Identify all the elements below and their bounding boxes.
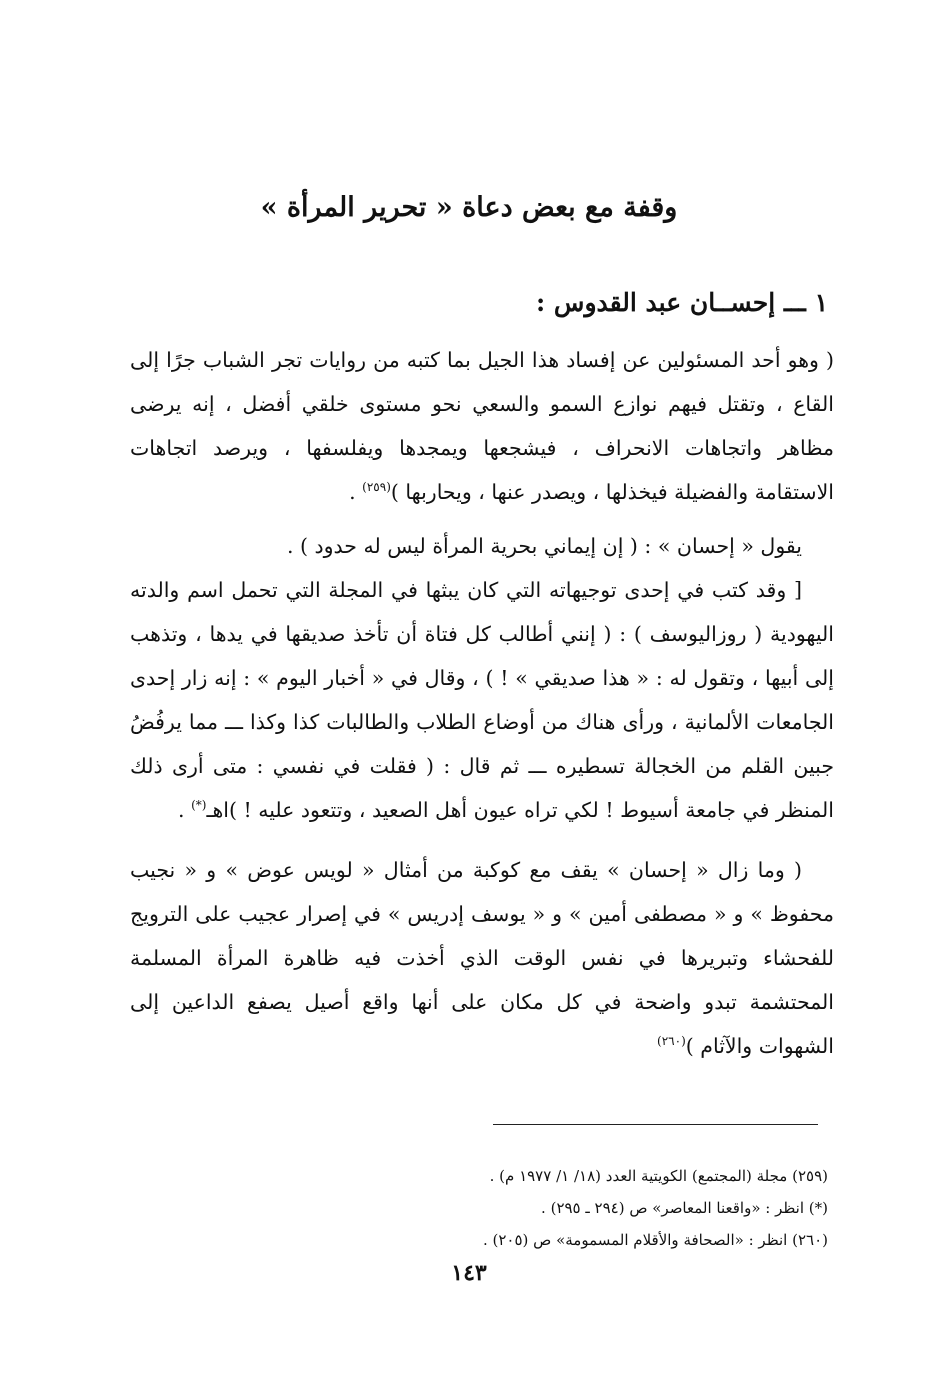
paragraph-4 [130,848,834,1068]
paragraph-2: يقول « إحسان » : ( إن إيماني بحرية المرأة ليس له حدود ) . [286,534,802,558]
footnote-ref-260: (٢٦٠) [657,1034,686,1049]
body-text [130,338,834,1068]
paragraph-1-end: . [349,480,363,504]
footnote-divider [493,1124,818,1125]
paragraph-1 [130,338,834,514]
paragraph-3-end: . [178,798,192,822]
page-number: ١٤٣ [451,1260,487,1286]
paragraph-3 [130,568,834,832]
section-heading: ١ ـــ إحســان عبد القدوس : [536,288,828,317]
footnote-item: (٢٥٩) مجلة (المجتمع) الكويتية العدد (١٨/ ١/ ١٩٧٧ م) . [489,1167,828,1185]
footnote-ref-star: (*) [191,798,207,813]
paragraph-3-text: [ وقد كتب في إحدى توجيهاته التي كان يبثها في المجلة التي تحمل اسم والدته اليهودية ( روزاليوسف ) : ( إنني أطالب كل فتاة أن تأخذ صديقها في يدها ، وتذهب إلى أبيها ، وتقول له : « هذا صديقي » ! ) ، وقال في « أخبار اليوم » : إنه زار إحدى الجامعات الألمانية ، ورأى هناك من أوضاع الطلاب والطالبات كذا وكذا ـــ مما يرفُضُ جبين القلم من الخجالة تسطيره ـــ ثم قال : ( فقلت في نفسي : متى أرى ذلك المنظر في جامعة أسيوط ! لكي تراه عيون أهل الصعيد ، وتتعود عليه ! )اهـ [130,578,834,822]
footnotes-list [110,1160,828,1256]
footnote-item: (*) انظر : «واقعنا المعاصر» ص (٢٩٤ ـ ٢٩٥) . [541,1199,828,1217]
paragraph-1-text: ( وهو أحد المسئولين عن إفساد هذا الجيل بما كتبه من روايات تجر الشباب جرًا إلى القاع ، وتقتل فيهم نوازع السمو والسعي نحو مستوى خلقي أفضل ، إنه يرضى مظاهر واتجاهات الانحراف ، فيشجعها ويمجدها ويفلسفها ، ويرصد اتجاهات الاستقامة والفضيلة فيخذلها ، ويصدر عنها ، ويحاربها ) [130,348,834,504]
footnote-ref-259: (٢٥٩) [362,480,391,495]
page-title: وقفة مع بعض دعاة « تحرير المرأة » [260,192,678,223]
paragraph-4-text: ( وما زال « إحسان » يقف مع كوكبة من أمثال « لويس عوض » و « نجيب محفوظ » و « مصطفى أمين » و « يوسف إدريس » في إصرار عجيب على الترويج للفحشاء وتبريرها في نفس الوقت الذي أخذت فيه ظاهرة المرأة المسلمة المحتشمة تبدو واضحة في كل مكان على أنها واقع أصيل يصفع الداعين إلى الشهوات والآثام ) [130,858,834,1058]
footnote-item: (٢٦٠) انظر : «الصحافة والأقلام المسمومة» ص (٢٠٥) . [482,1231,828,1249]
